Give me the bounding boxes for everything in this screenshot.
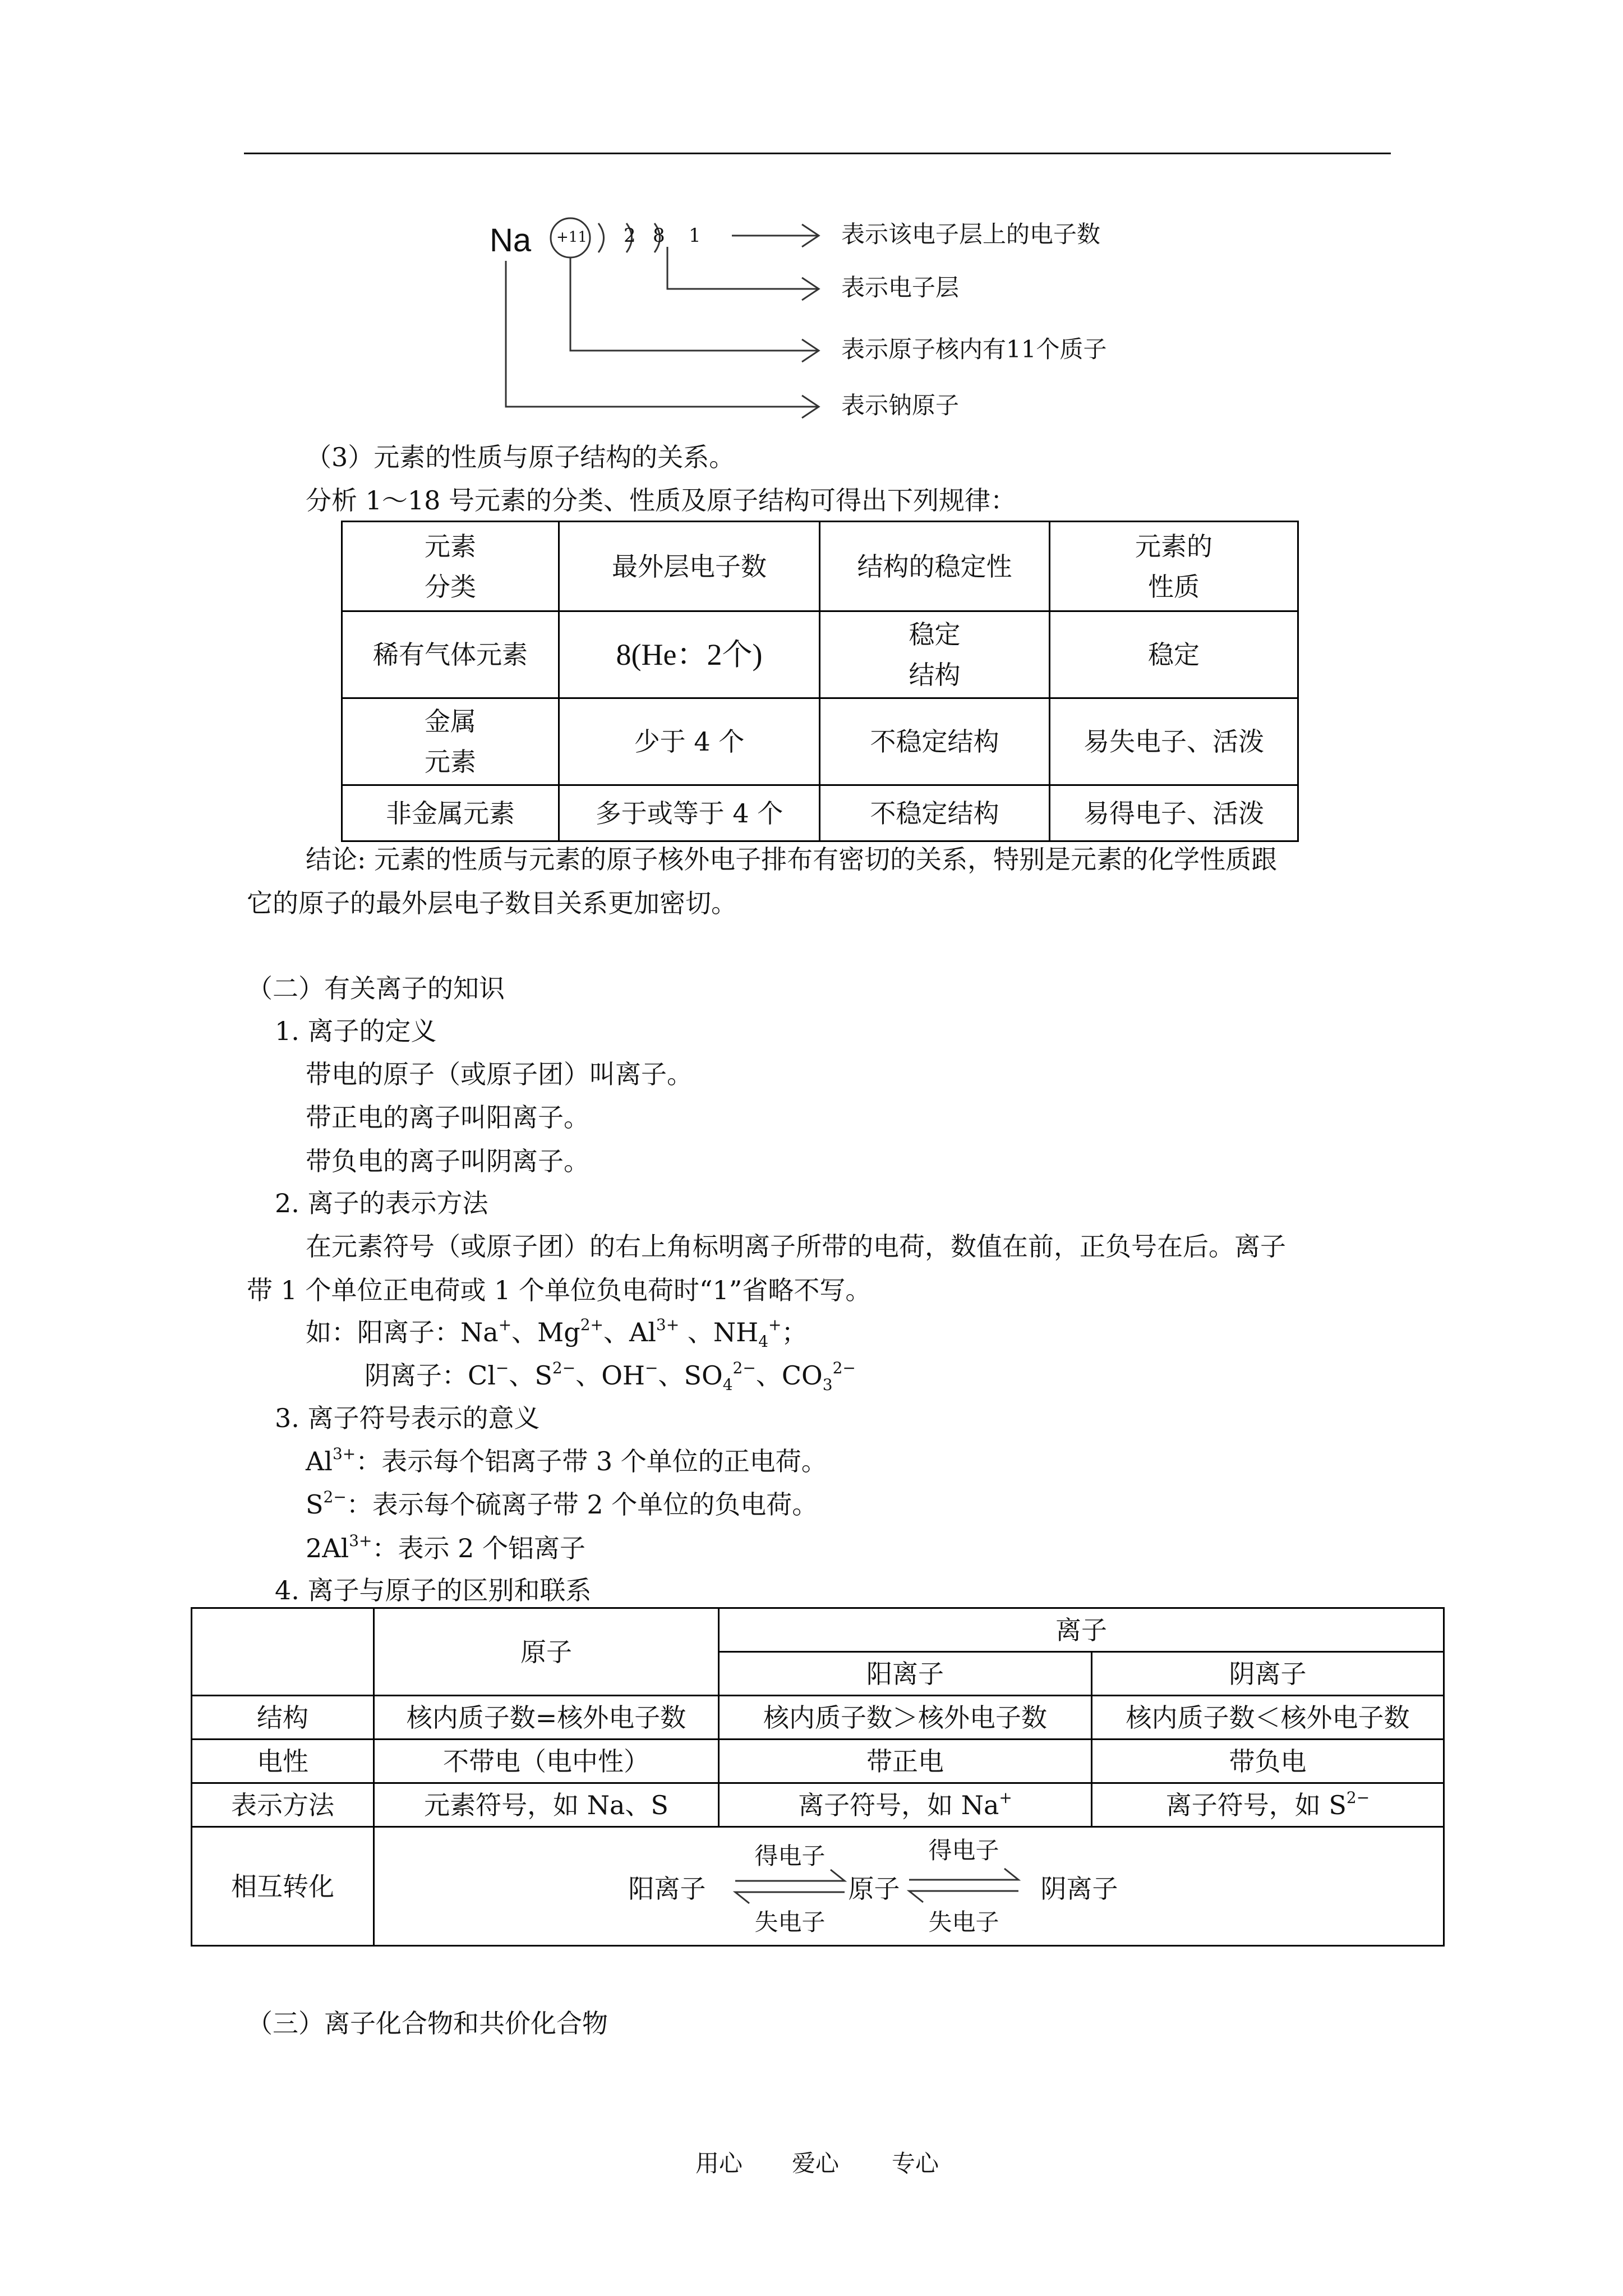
- table2-cell: 核内质子数=核外电子数: [374, 1696, 719, 1740]
- table1-cell: 非金属元素: [342, 785, 559, 841]
- ion-atom-comparison-table: [191, 1607, 1445, 1947]
- section-3-heading: （3）元素的性质与原子结构的关系。: [306, 442, 735, 472]
- diagram-label-4: 表示钠原子: [841, 392, 960, 419]
- table1-header-property: 元素的 性质: [1050, 522, 1298, 611]
- table1-cell: 稀有气体元素: [342, 611, 559, 698]
- item-1-line-1: 带电的原子（或原子团）叫离子。: [306, 1059, 693, 1089]
- analysis-intro: 分析 1～18 号元素的分类、性质及原子结构可得出下列规律：: [306, 485, 1017, 516]
- item-2-line-2: 带 1 个单位正电荷或 1 个单位负电荷时“1”省略不写。: [247, 1275, 872, 1305]
- item-3-line-1: $Al^{3+}$：表示每个铝离子带 3 个单位的正电荷。: [306, 1444, 827, 1476]
- table2-header-ion: 离子: [719, 1608, 1444, 1652]
- table1-cell: 稳定 结构: [820, 611, 1050, 698]
- item-1-title: 1. 离子的定义: [275, 1016, 437, 1046]
- table1-cell: 易得电子、活泼: [1050, 785, 1298, 841]
- anion-examples: 阴离子：Cl−、$S^{2-}$、OH−、$SO_4^{2-}$、$CO_3^{2-}$: [365, 1359, 856, 1394]
- item-3-title: 3. 离子符号表示的意义: [275, 1403, 540, 1433]
- table1-cell: 易失电子、活泼: [1050, 698, 1298, 785]
- table1-header-classification: 元素 分类: [342, 522, 559, 611]
- table2-header-cation: 阳离子: [719, 1652, 1092, 1696]
- item-3-line-3: $2Al^{3+}$：表示 2 个铝离子: [306, 1531, 585, 1563]
- table2-corner: [192, 1608, 374, 1696]
- element-symbol: Na: [490, 222, 532, 259]
- table1-header-stability: 结构的稳定性: [820, 522, 1050, 611]
- item-2-title: 2. 离子的表示方法: [275, 1188, 488, 1218]
- section-2-heading: （二）有关离子的知识: [247, 973, 505, 1004]
- cation-label: 如：阳离子：: [306, 1317, 460, 1347]
- table2-cell: 带正电: [719, 1740, 1092, 1783]
- table1-cell: 8(He：2个): [559, 611, 820, 698]
- item-2-line-1: 在元素符号（或原子团）的右上角标明离子所带的电荷，数值在前，正负号在后。离子: [306, 1231, 1286, 1262]
- shell-electrons-2: 8: [653, 224, 665, 247]
- conv-lose-1: 失电子: [754, 1908, 826, 1936]
- header-rule: [244, 153, 1391, 154]
- table2-cell: 带负电: [1092, 1740, 1444, 1783]
- item-3-line-2: $S^{2-}$：表示每个硫离子带 2 个单位的负电荷。: [306, 1488, 818, 1520]
- table2-cell: 不带电（电中性）: [374, 1740, 719, 1783]
- shell-electrons-1: 2: [624, 224, 636, 247]
- conversion-arrows: [629, 1830, 1189, 1943]
- anion-label: 阴离子：: [365, 1360, 468, 1391]
- shell-arc-1: [598, 223, 604, 252]
- table2-cell: 核内质子数＜核外电子数: [1092, 1696, 1444, 1740]
- shell-electrons-3: 1: [689, 224, 701, 247]
- atom-structure-diagram: [482, 213, 1155, 438]
- conversion-cell: [374, 1827, 1444, 1946]
- diagram-label-3: 表示原子核内有11个质子: [841, 335, 1107, 363]
- conv-atom: 原子: [848, 1873, 900, 1904]
- conv-cation: 阳离子: [628, 1873, 706, 1904]
- table2-row-label: 结构: [192, 1696, 374, 1740]
- table2-cell: 核内质子数＞核外电子数: [719, 1696, 1092, 1740]
- table1-cell: 稳定: [1050, 611, 1298, 698]
- conclusion-line-1: 结论: 元素的性质与元素的原子核外电子排布有密切的关系，特别是元素的化学性质跟: [306, 844, 1278, 875]
- table2-cell: 元素符号，如 Na、S: [374, 1783, 719, 1827]
- table2-cell: 离子符号，如 Na+: [719, 1783, 1092, 1827]
- table2-row-label: 表示方法: [192, 1783, 374, 1827]
- item-1-line-2: 带正电的离子叫阳离子。: [306, 1102, 589, 1133]
- nucleus-charge: +11: [556, 229, 587, 246]
- footer-1: 用心: [695, 2150, 743, 2177]
- arrow-left-2: [909, 1891, 1018, 1902]
- conv-anion: 阴离子: [1040, 1873, 1118, 1904]
- table1-cell: 少于 4 个: [559, 698, 820, 785]
- table2-header-atom: 原子: [374, 1608, 719, 1696]
- conversion-diagram: [629, 1830, 1189, 1943]
- conclusion-line-2: 它的原子的最外层电子数目关系更加密切。: [247, 888, 737, 918]
- footer-2: 爱心: [792, 2150, 840, 2177]
- arrow-right-1: [735, 1870, 845, 1881]
- table1-cell: 金属 元素: [342, 698, 559, 785]
- table2-row-label: 电性: [192, 1740, 374, 1783]
- table2-header-anion: 阴离子: [1092, 1652, 1444, 1696]
- table1-cell: 不稳定结构: [820, 698, 1050, 785]
- table1-header-outer-electrons: 最外层电子数: [559, 522, 820, 611]
- cation-examples: 如：阳离子：Na+、$Mg^{2+}$、$Al^{3+}$ 、$NH_4^+$；: [306, 1315, 808, 1351]
- footer-3: 专心: [892, 2150, 939, 2177]
- conv-gain-2: 得电子: [928, 1836, 999, 1864]
- element-property-table: [341, 521, 1299, 842]
- arrow-right-2: [909, 1869, 1018, 1880]
- conv-lose-2: 失电子: [928, 1908, 999, 1936]
- table1-cell: 多于或等于 4 个: [559, 785, 820, 841]
- table1-cell: 不稳定结构: [820, 785, 1050, 841]
- conv-gain-1: 得电子: [754, 1842, 826, 1870]
- item-4-title: 4. 离子与原子的区别和联系: [275, 1575, 592, 1605]
- arrow-left-1: [735, 1892, 845, 1903]
- table2-cell: 离子符号，如 $S^{2-}$: [1092, 1783, 1444, 1827]
- item-1-line-3: 带负电的离子叫阴离子。: [306, 1146, 589, 1176]
- diagram-label-1: 表示该电子层上的电子数: [841, 220, 1101, 248]
- diagram-label-2: 表示电子层: [841, 274, 960, 301]
- table2-row-label: 相互转化: [192, 1827, 374, 1946]
- section-3b-heading: （三）离子化合物和共价化合物: [247, 2008, 608, 2039]
